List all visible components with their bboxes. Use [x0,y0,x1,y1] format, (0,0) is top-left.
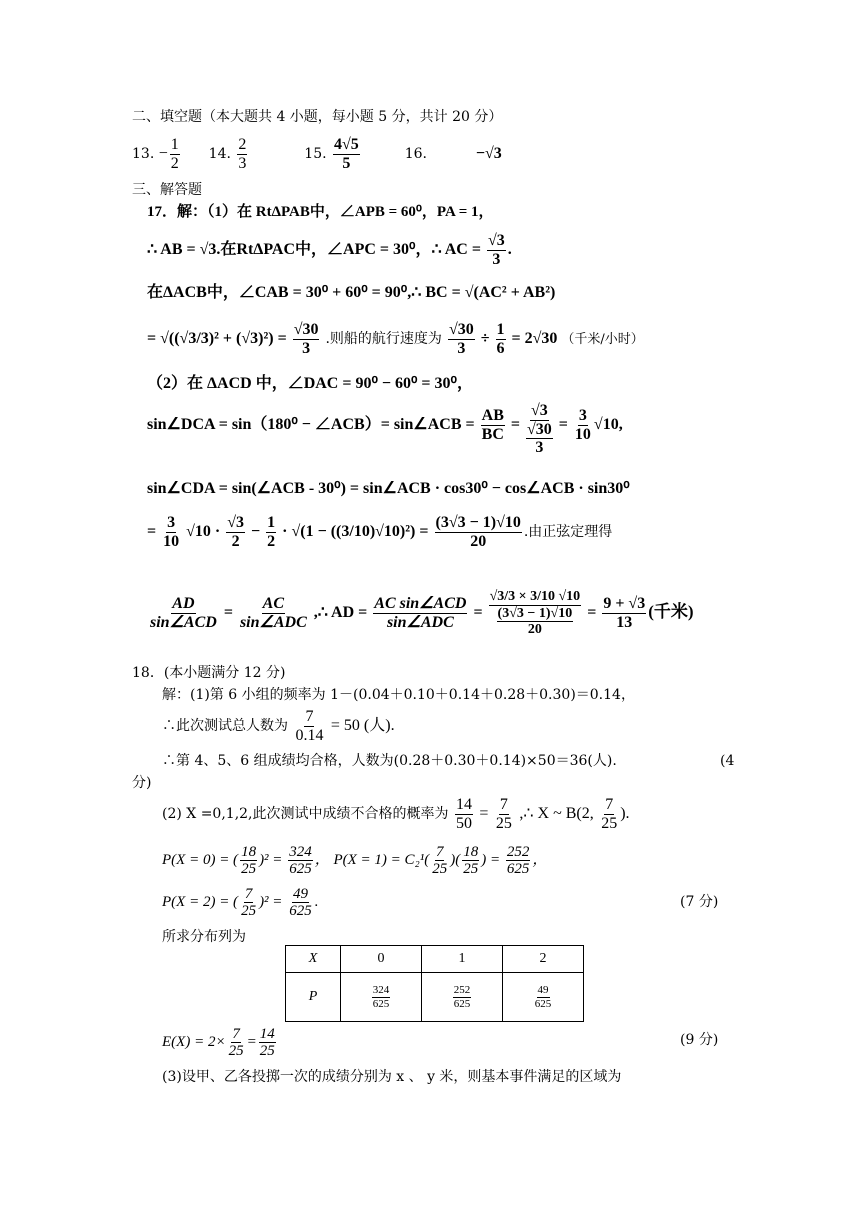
q15-label: 15. [304,146,327,163]
table-header-cell: 0 [341,946,422,973]
p18-score-4-cont: 分) [132,775,152,791]
section-heading-fill-blank: 二、填空题（本大题共 4 小题，每小题 5 分，共计 20 分） [132,109,503,125]
table-cell: $\frac{324}{625}$ [341,973,422,1022]
distribution-table [285,945,584,1022]
table-header-cell: 1 [422,946,503,973]
p18-line4: (2) X =0,1,2,此次测试中成绩不合格的概率为 $\frac{14}{50}$ = $\frac{7}{25}$ ,∴ X ~ B(2, $\frac{7}{25}$ ). [162,795,630,832]
p18-line7: 所求分布列为 [162,929,246,945]
table-cell: P [286,973,341,1022]
p17-line7: sin∠CDA = sin(∠ACB - 30⁰) = sin∠ACB · cos30⁰ − cos∠ACB · sin30⁰ [147,480,630,497]
p18-line8: E(X) = 2× $\frac{7}{25}$ = $\frac{14}{25}$ [162,1025,275,1060]
p17-line4: = √((√3/3)² + (√3)²) = $\frac{√30}{3}$ .则船的航行速度为 $\frac{√30}{3}$ ÷ $\frac{1}{6}$ = 2√30 （千米/小时） [147,321,644,357]
p18-title: 18．(本小题满分 12 分) [132,665,286,681]
p17-line2: ∴ AB = √3.在RtΔPAC中，∠APC = 30⁰，∴ AC = $\frac{√3}{3}$ . [147,232,512,268]
q16-label: 16. [404,146,427,163]
q13-label: 13. [132,146,155,163]
table-header-cell: X [286,946,341,973]
q16-answer: −√3 [475,145,502,163]
p18-line9: (3)设甲、乙各投掷一次的成绩分别为 x 、 y 米，则基本事件满足的区域为 [162,1069,622,1085]
p18-score-7: (7 分) [680,894,719,910]
table-cell: $\frac{252}{625}$ [422,973,503,1022]
answers-row [132,136,502,172]
table-cell: $\frac{49}{625}$ [503,973,584,1022]
p17-line9: $\frac{AD}{\text{sin∠ACD}}$ = $\frac{AC}{\text{sin∠ADC}}$ ,∴ AD = $\frac{\text{AC sin∠ACD}}{\text{sin∠ADC}}$ = √3/3 × 3/10 √10 (3√3 − 1)√10 20 = $\frac{9 + √3}{13}$ (千米) [150,589,694,638]
p17-line3: 在ΔACB中，∠CAB = 30⁰ + 60⁰ = 90⁰,∴ BC = √(AC² + AB²) [147,284,556,301]
p18-line1: 解：(1)第 6 小组的频率为 1－(0.04＋0.10＋0.14＋0.28＋0.30)＝0.14， [162,687,635,703]
p18-line2: ∴此次测试总人数为 $\frac{7}{0.14}$ = 50 (人). [162,707,395,744]
p18-score-4: (4 [720,753,735,769]
p18-score-9: (9 分) [680,1032,719,1048]
q14-fraction: $\frac{2}{3}$ [238,136,247,172]
section-heading-solutions: 三、解答题 [132,182,202,198]
p17-line6: sin∠DCA = sin（180⁰ − ∠ACB）= sin∠ACB = $\frac{AB}{BC}$ = √3 √30 3 = $\frac{3}{10}$ √10, [147,402,623,457]
q13-fraction: $\frac{1}{2}$ [170,136,179,172]
p18-line5: P(X = 0) = ( $\frac{18}{25}$ )² = $\frac{324}{625}$ ， P(X = 1) = C₂¹( $\frac{7}{25}$ )( $\frac{18}{25}$ ) = $\frac{252}{625}$ ， [162,843,548,878]
p18-line6: P(X = 2) = ( $\frac{7}{25}$ )² = $\frac{49}{625}$ . [162,885,319,920]
q15-fraction: $\frac{4√5}{5}$ [334,136,359,172]
q13-sign: − [158,145,168,163]
table-row [286,973,584,1022]
p17-line5: （2）在 ΔACD 中，∠DAC = 90⁰ − 60⁰ = 30⁰， [147,375,473,392]
table-header-cell: 2 [503,946,584,973]
p17-line1: 17．解：（1）在 RtΔPAB中，∠APB = 60⁰，PA = 1， [147,204,494,220]
table-row [286,946,584,973]
q14-label: 14. [208,146,231,163]
p18-line3: ∴第 4、5、6 组成绩均合格，人数为(0.28＋0.30＋0.14)×50＝36(人). [162,753,617,769]
p17-line8: = $\frac{3}{10}$ √10 · $\frac{√3}{2}$ − $\frac{1}{2}$ · √(1 − ((3/10)√10)²) = $\frac{(3√3 - 1)√10}{20}$ .由正弦定理得 [147,514,613,550]
